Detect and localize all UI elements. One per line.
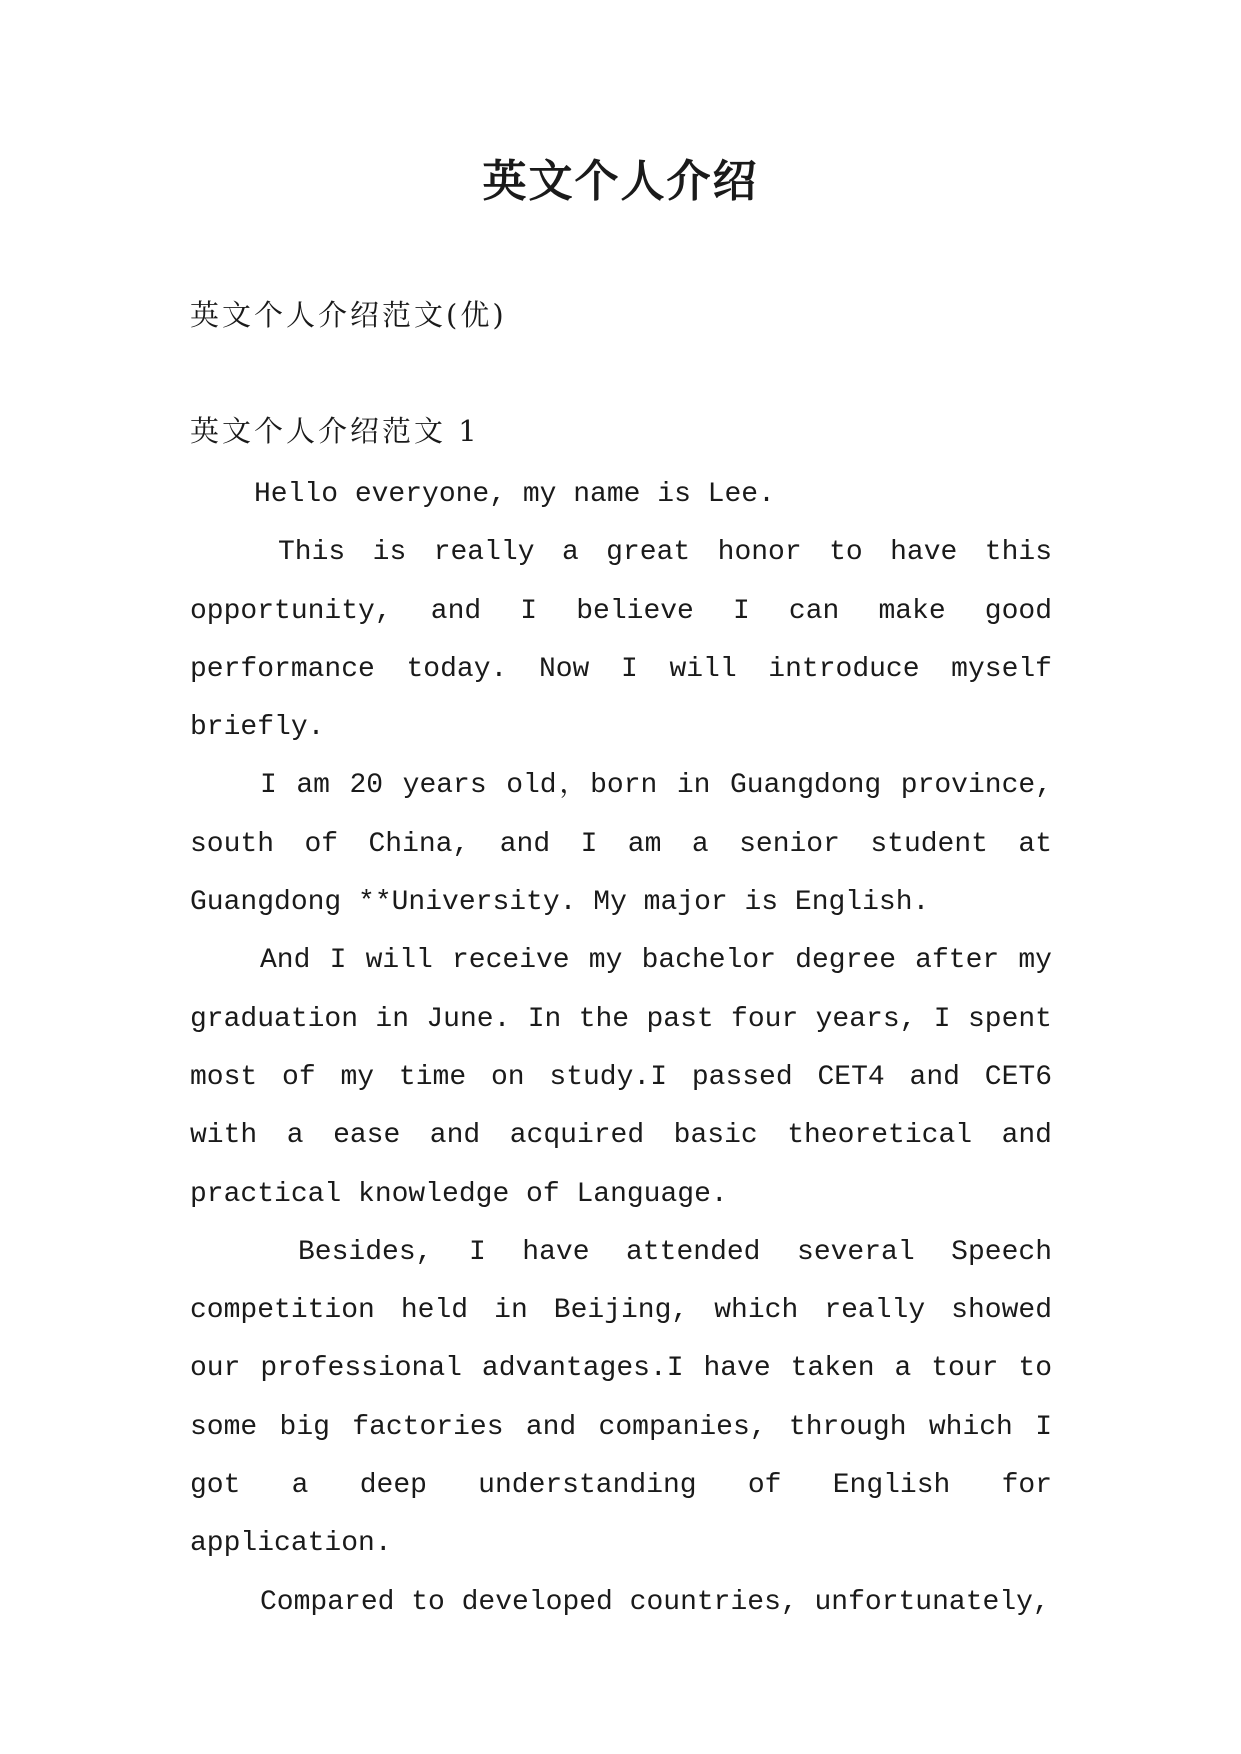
paragraph-honor: This is really a great honor to have this opportunity, and I believe I can make good performance today. Now I will introduce myself briefly. [190,537,1052,744]
document-subtitle: 英文个人介绍范文(优) [190,298,507,332]
document-title: 英文个人介绍 [482,156,759,207]
document-body [190,466,1052,1632]
section-heading: 英文个人介绍范文 1 [190,414,480,448]
paragraph-activities: Besides, I have attended several Speech competition held in Beijing, which really showed our professional advantages.I have taken a tour to some big factories and companies, through which I got a deep understanding of English for application. [190,1236,1052,1560]
paragraph-greeting: Hello everyone, my name is Lee. [254,479,775,510]
paragraph-study: And I will receive my bachelor degree after my graduation in June. In the past four years, I spent most of my time on study.I passed CET4 and CET6 with a ease and acquired basic theoretical and practical knowledge of Language. [190,945,1052,1210]
paragraph-comparison: Compared to developed countries, unfortunately, [260,1586,1050,1618]
paragraph-background: I am 20 years old，born in Guangdong province, south of China, and I am a senior student at Guangdong **University. My major is English. [190,770,1052,919]
